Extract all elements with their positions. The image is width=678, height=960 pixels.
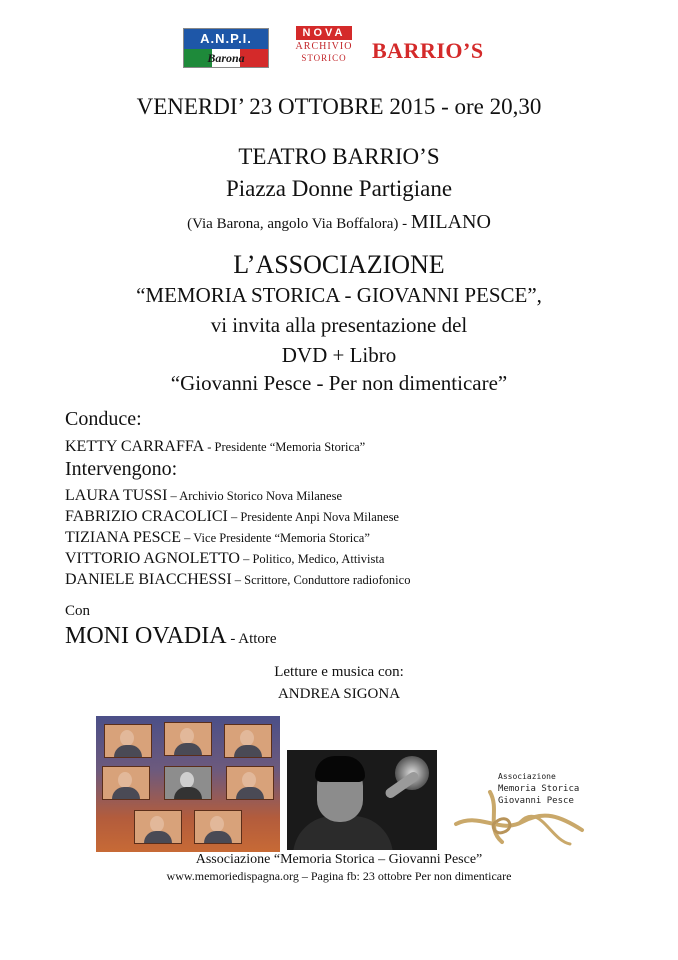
- with-label: Con: [65, 603, 91, 619]
- speaker-name: LAURA TUSSI: [65, 487, 168, 504]
- city-name: MILANO: [410, 211, 491, 233]
- speakers-collage-image: [96, 716, 280, 852]
- readings-label: Letture e musica con:: [274, 664, 404, 680]
- anpi-logo-text: A.N.P.I.: [184, 29, 268, 49]
- speaker-row: [65, 487, 342, 505]
- collage-portrait: [164, 722, 212, 756]
- barrios-logo: BARRIO’S: [372, 38, 484, 63]
- guest-role: - Attore: [226, 631, 277, 647]
- event-date: VENERDI’ 23 OTTOBRE 2015 - ore 20,30: [136, 94, 542, 119]
- host-role: - Presidente “Memoria Storica”: [204, 440, 366, 454]
- speaker-row: [65, 571, 410, 589]
- speaker-row: [65, 508, 399, 526]
- venue-square: Piazza Donne Partigiane: [225, 176, 453, 201]
- collage-portrait: [224, 724, 272, 758]
- collage-portrait: [194, 810, 242, 844]
- anpi-barona-logo: [183, 28, 269, 68]
- host-name: KETTY CARRAFFA: [65, 438, 205, 455]
- speaker-name: TIZIANA PESCE: [65, 529, 181, 546]
- assoc-logo-line3: Giovanni Pesce: [498, 796, 574, 806]
- anpi-logo-subtext: Barona: [207, 51, 245, 65]
- collage-portrait: [226, 766, 274, 800]
- speaker-row: [65, 529, 370, 547]
- speaker-role: – Vice Presidente “Memoria Storica”: [181, 531, 370, 545]
- collage-portrait: [164, 766, 212, 800]
- speaker-name: FABRIZIO CRACOLICI: [65, 508, 228, 525]
- musician-photo: [287, 750, 437, 850]
- footer-website: www.memoriedispagna.org – Pagina fb: 23 ottobre Per non dimenticare: [166, 869, 512, 883]
- collage-portrait: [134, 810, 182, 844]
- host-row: [65, 438, 365, 456]
- assoc-logo-line2: Memoria Storica: [498, 784, 580, 794]
- organizer-heading: L’ASSOCIAZIONE: [233, 250, 445, 279]
- nova-logo-line2: STORICO: [301, 53, 347, 63]
- guest-row: [65, 623, 277, 650]
- nova-logo-letters: NOVA: [296, 26, 352, 40]
- speaker-name: VITTORIO AGNOLETTO: [65, 550, 240, 567]
- speaker-role: – Politico, Medico, Attivista: [239, 552, 385, 566]
- footer-association: Associazione “Memoria Storica – Giovanni Pesce”: [195, 852, 483, 867]
- address-text: (Via Barona, angolo Via Boffalora) -: [187, 216, 411, 232]
- conduce-heading: Conduce:: [65, 408, 142, 430]
- speaker-row: [65, 550, 384, 568]
- collage-portrait: [104, 724, 152, 758]
- memoria-storica-logo: [450, 772, 592, 850]
- nova-archivio-storico-logo: [292, 26, 356, 66]
- assoc-logo-line1: Associazione: [498, 772, 556, 781]
- venue-address: [0, 211, 678, 234]
- speaker-role: – Scrittore, Conduttore radiofonico: [231, 573, 411, 587]
- product-line: DVD + Libro: [281, 343, 397, 367]
- musician-name: ANDREA SIGONA: [277, 686, 401, 702]
- speaker-role: – Presidente Anpi Nova Milanese: [227, 510, 399, 524]
- nova-logo-line1: ARCHIVIO: [295, 41, 353, 52]
- venue-name: TEATRO BARRIO’S: [238, 144, 440, 169]
- invite-line: vi invita alla presentazione del: [210, 313, 468, 337]
- speaker-role: – Archivio Storico Nova Milanese: [167, 489, 343, 503]
- organizer-name: “MEMORIA STORICA - GIOVANNI PESCE”,: [136, 283, 542, 307]
- product-title: “Giovanni Pesce - Per non dimenticare”: [170, 371, 508, 395]
- collage-portrait: [102, 766, 150, 800]
- speakers-heading: Intervengono:: [65, 458, 178, 480]
- guest-name: MONI OVADIA: [65, 623, 227, 649]
- speaker-name: DANIELE BIACCHESSI: [65, 571, 232, 588]
